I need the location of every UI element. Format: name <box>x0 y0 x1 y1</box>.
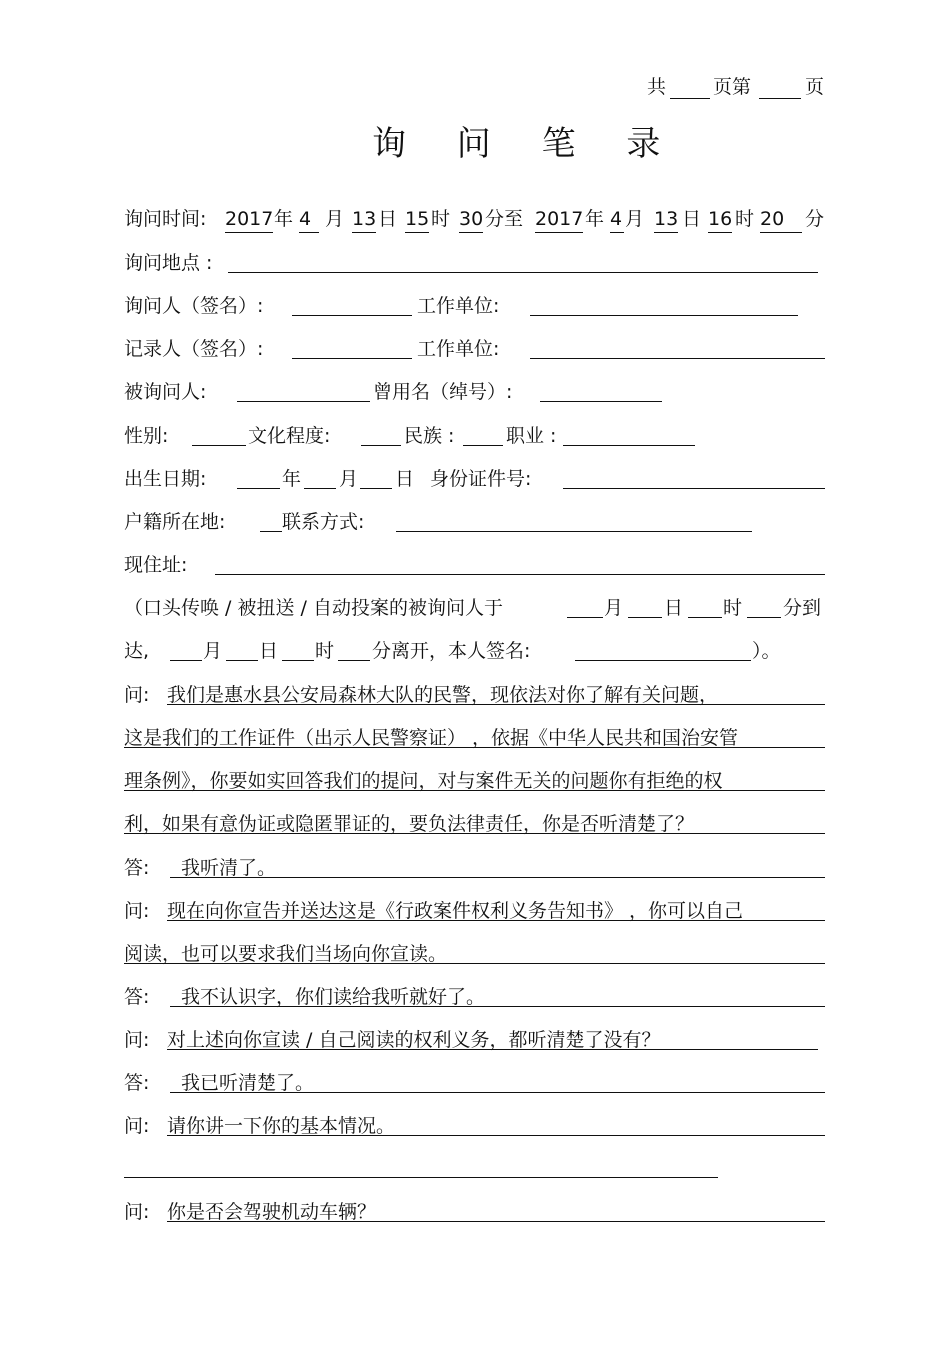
recorder-unit-field[interactable] <box>530 358 825 359</box>
end-day: 13 <box>654 207 678 233</box>
alias-label: 曾用名（绰号）: <box>373 381 513 403</box>
recorder-signature-field[interactable] <box>292 358 412 359</box>
job-field[interactable] <box>563 445 695 446</box>
address-field[interactable] <box>215 574 825 575</box>
question-1-line-2: 这是我们的工作证件（出示人民警察证） ，依据《中华人民共和国治安管 <box>124 727 739 749</box>
answer-1-underline <box>170 877 825 878</box>
id-number-field[interactable] <box>563 488 825 489</box>
day-unit: 日 <box>378 208 398 230</box>
question-2-line-2: 阅读，也可以要求我们当场向你宣读。 <box>124 943 448 965</box>
end-hour-unit: 时 <box>735 208 755 230</box>
end-month: 4 <box>610 207 624 233</box>
start-hour: 15 <box>405 207 429 233</box>
start-month: 4 <box>299 207 319 233</box>
end-year: 2017 <box>535 207 583 233</box>
question-2-underline-2 <box>124 963 825 964</box>
birth-day-field[interactable] <box>360 488 392 489</box>
page-title: 询 问 笔 录 <box>372 124 681 164</box>
id-label: 身份证件号: <box>430 468 532 490</box>
question-label-3: 问: <box>124 1029 150 1051</box>
arrival-minute-field[interactable] <box>747 617 781 618</box>
leave-day-unit: 日 <box>259 640 279 662</box>
question-3-underline <box>167 1049 818 1050</box>
page-current-suffix: 页 <box>805 76 825 98</box>
leave-day-field[interactable] <box>226 660 258 661</box>
arrival-text: （口头传唤 / 被扭送 / 自动投案的被询问人于 <box>124 597 503 619</box>
subject-name-field[interactable] <box>237 401 370 402</box>
recorder-unit-label: 工作单位: <box>417 338 500 360</box>
ethnic-label: 民族 : <box>404 425 455 447</box>
birth-year-unit: 年 <box>282 468 302 490</box>
page-total-prefix: 共 <box>647 76 667 98</box>
arrival-hour-unit: 时 <box>723 597 743 619</box>
interviewer-unit-label: 工作单位: <box>417 295 500 317</box>
question-label: 问: <box>124 684 150 706</box>
question-2-underline-1 <box>167 920 825 921</box>
interviewer-signature-field[interactable] <box>292 315 412 316</box>
birth-month-unit: 月 <box>339 468 359 490</box>
answer-3-underline <box>170 1092 825 1093</box>
question-3: 对上述向你宣读 / 自己阅读的权利义务，都听清楚了没有？ <box>167 1029 661 1051</box>
end-day-unit: 日 <box>682 208 702 230</box>
leave-minute-field[interactable] <box>338 660 370 661</box>
to-label: 分至 <box>485 208 524 230</box>
time-label: 询问时间: <box>124 208 207 230</box>
arrival-line2-prefix: 达, <box>124 640 150 662</box>
end-year-unit: 年 <box>585 208 605 230</box>
contact-field[interactable] <box>396 531 752 532</box>
interviewer-label: 询问人（签名）: <box>124 295 264 317</box>
alias-field[interactable] <box>540 401 662 402</box>
education-field[interactable] <box>361 445 401 446</box>
leave-month-unit: 月 <box>203 640 223 662</box>
birth-year-field[interactable] <box>237 488 280 489</box>
answer-2: 我不认识字，你们读给我听就好了。 <box>181 986 486 1008</box>
arrival-day-unit: 日 <box>664 597 684 619</box>
page-current-mid: 页第 <box>713 76 752 98</box>
question-1-line-3: 理条例》，你要如实回答我们的提问，对与案件无关的问题你有拒绝的权 <box>124 770 723 792</box>
answer-1: 我听清了。 <box>181 857 277 879</box>
subject-signature-field[interactable] <box>575 660 751 661</box>
leave-minute-signature-label: 分离开，本人签名: <box>372 640 531 662</box>
end-minute: 20 <box>760 207 802 233</box>
page-current-blank[interactable] <box>759 98 801 99</box>
question-label-5: 问: <box>124 1201 150 1223</box>
end-minute-unit: 分 <box>805 208 825 230</box>
arrival-minute-unit: 分到 <box>783 597 822 619</box>
month-unit: 月 <box>325 208 345 230</box>
start-minute: 30 <box>459 207 483 233</box>
year-unit: 年 <box>274 208 294 230</box>
arrival-month-unit: 月 <box>604 597 624 619</box>
answer-label: 答: <box>124 857 150 879</box>
place-field[interactable] <box>228 272 818 273</box>
question-2-line-1: 现在向你宣告并送达这是《行政案件权利义务告知书》 ，你可以自己 <box>167 900 744 922</box>
question-4-underline <box>167 1135 825 1136</box>
end-hour: 16 <box>708 207 732 233</box>
job-label: 职业 : <box>506 425 557 447</box>
answer-label-3: 答: <box>124 1072 150 1094</box>
question-1-underline-4 <box>124 833 825 834</box>
birth-label: 出生日期: <box>124 468 207 490</box>
start-year: 2017 <box>225 207 273 233</box>
birth-day-unit: 日 <box>395 468 415 490</box>
gender-label: 性别: <box>124 425 169 447</box>
gender-field[interactable] <box>192 445 246 446</box>
address-label: 现住址: <box>124 554 188 576</box>
arrival-month-field[interactable] <box>567 617 603 618</box>
answer-2-underline <box>170 1006 825 1007</box>
arrival-day-field[interactable] <box>628 617 662 618</box>
question-1-underline-2 <box>124 747 825 748</box>
recorder-label: 记录人（签名）: <box>124 338 264 360</box>
answer-3: 我已听清楚了。 <box>181 1072 315 1094</box>
place-label: 询问地点 : <box>124 252 213 274</box>
ethnic-field[interactable] <box>463 445 503 446</box>
question-label-2: 问: <box>124 900 150 922</box>
register-field[interactable] <box>260 531 282 532</box>
arrival-close: ）。 <box>752 640 781 662</box>
leave-hour-unit: 时 <box>315 640 335 662</box>
question-1-underline-3 <box>124 790 825 791</box>
interviewer-unit-field[interactable] <box>530 315 798 316</box>
arrival-hour-field[interactable] <box>688 617 722 618</box>
question-1-line-4: 利，如果有意伪证或隐匿罪证的，要负法律责任，你是否听清楚了？ <box>124 813 695 835</box>
question-5-underline <box>167 1221 825 1222</box>
start-day: 13 <box>352 207 376 233</box>
question-4: 请你讲一下你的基本情况。 <box>167 1115 396 1137</box>
question-label-4: 问: <box>124 1115 150 1137</box>
register-label: 户籍所在地: <box>124 511 226 533</box>
answer-4-field[interactable] <box>124 1177 718 1178</box>
question-1-underline-1 <box>167 704 825 705</box>
page-total-blank[interactable] <box>670 98 710 99</box>
hour-unit: 时 <box>431 208 451 230</box>
leave-month-field[interactable] <box>170 660 202 661</box>
birth-month-field[interactable] <box>304 488 336 489</box>
question-5: 你是否会驾驶机动车辆？ <box>167 1201 377 1223</box>
answer-label-2: 答: <box>124 986 150 1008</box>
education-label: 文化程度: <box>248 425 331 447</box>
subject-label: 被询问人: <box>124 381 207 403</box>
leave-hour-field[interactable] <box>282 660 314 661</box>
question-1-line-1: 我们是惠水县公安局森林大队的民警，现依法对你了解有关问题， <box>167 684 719 706</box>
end-month-unit: 月 <box>625 208 645 230</box>
contact-label: 联系方式: <box>282 511 365 533</box>
